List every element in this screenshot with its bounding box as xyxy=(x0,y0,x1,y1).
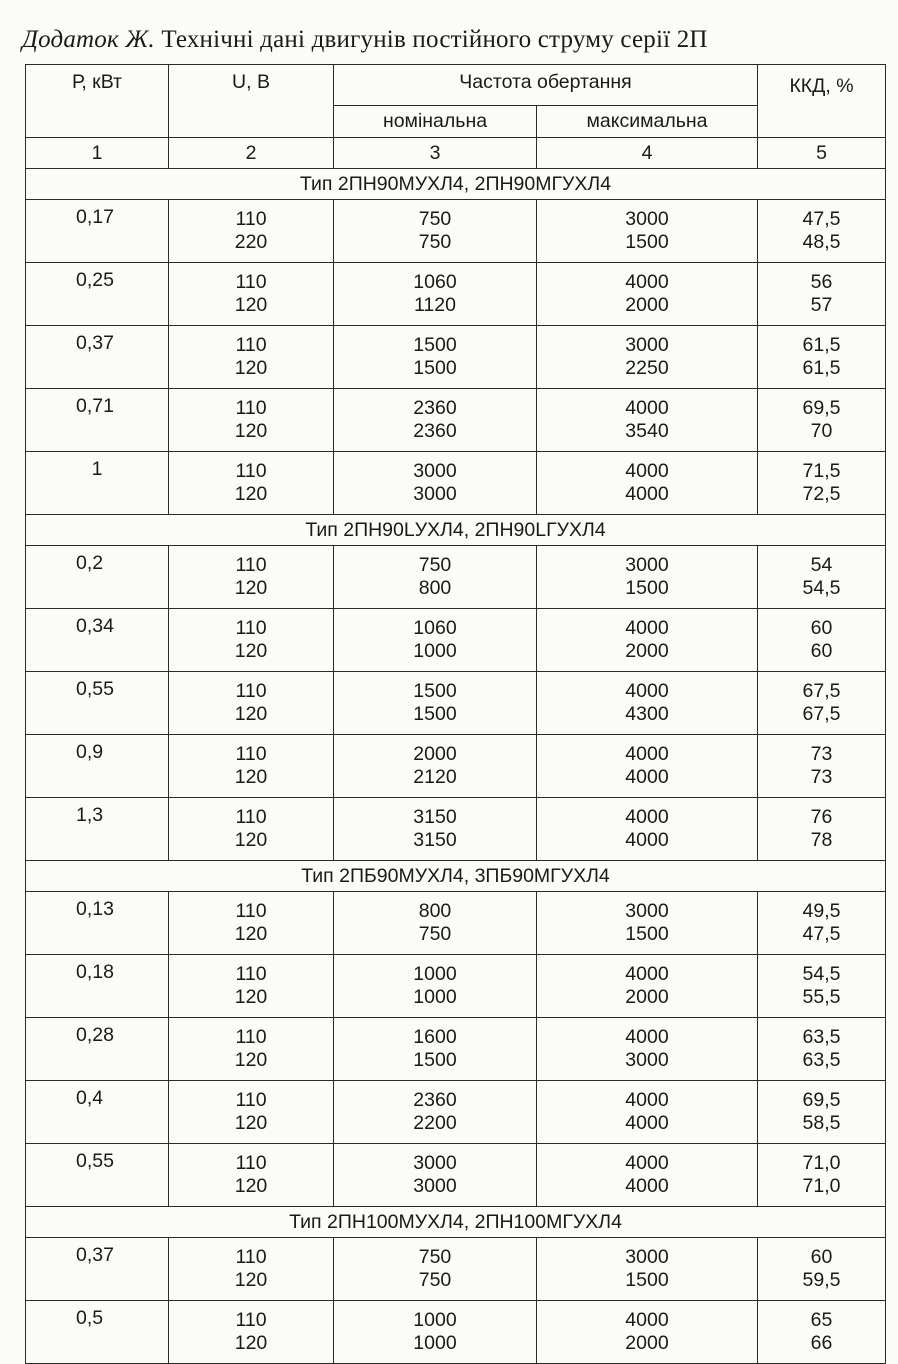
power-value: 0,5 xyxy=(76,1307,104,1329)
efficiency-cell xyxy=(758,672,886,735)
nom-value: 800 xyxy=(418,900,452,922)
column-number: 2 xyxy=(169,138,334,169)
eff-value: 71,0 xyxy=(802,1175,841,1197)
eff-value: 55,5 xyxy=(802,986,841,1008)
column-number: 4 xyxy=(537,138,758,169)
eff-value: 60 xyxy=(810,617,833,639)
nom-value: 1000 xyxy=(413,1309,457,1331)
max-value: 3000 xyxy=(625,208,669,230)
eff-value: 71,5 xyxy=(802,460,841,482)
section-header-row xyxy=(26,515,886,546)
max-speed-cell xyxy=(537,892,758,955)
nom-value: 800 xyxy=(418,577,452,599)
eff-value: 73 xyxy=(810,743,833,765)
power-cell xyxy=(26,546,169,609)
nom-value: 750 xyxy=(418,554,452,576)
table-row xyxy=(26,798,886,861)
power-cell xyxy=(26,892,169,955)
eff-value: 69,5 xyxy=(802,397,841,419)
max-speed-cell xyxy=(537,609,758,672)
max-speed-cell xyxy=(537,326,758,389)
table-row xyxy=(26,955,886,1018)
table-row xyxy=(26,452,886,515)
header-speed: Частота обертання xyxy=(334,65,758,106)
u-value: 120 xyxy=(234,357,268,379)
power-value: 0,34 xyxy=(76,615,114,637)
max-value: 3000 xyxy=(625,334,669,356)
power-value: 0,55 xyxy=(76,1150,114,1172)
voltage-cell xyxy=(169,200,334,263)
u-value: 110 xyxy=(235,1309,267,1331)
power-cell xyxy=(26,1018,169,1081)
u-value: 120 xyxy=(234,829,268,851)
max-value: 2000 xyxy=(625,1332,669,1354)
table-row xyxy=(26,263,886,326)
voltage-cell xyxy=(169,1238,334,1301)
table-row xyxy=(26,892,886,955)
u-value: 120 xyxy=(234,986,268,1008)
eff-value: 65 xyxy=(810,1309,833,1331)
eff-value: 47,5 xyxy=(802,923,841,945)
u-value: 110 xyxy=(235,1089,267,1111)
max-value: 1500 xyxy=(625,231,669,253)
max-speed-cell xyxy=(537,452,758,515)
eff-value: 58,5 xyxy=(802,1112,841,1134)
nominal-speed-cell xyxy=(334,389,537,452)
header-maximum: максимальна xyxy=(537,106,758,138)
nom-value: 3000 xyxy=(413,483,457,505)
u-value: 120 xyxy=(234,703,268,725)
section-title: Тип 2ПН100МУХЛ4, 2ПН100МГУХЛ4 xyxy=(26,1207,886,1238)
power-cell xyxy=(26,389,169,452)
eff-value: 48,5 xyxy=(802,231,841,253)
eff-value: 63,5 xyxy=(802,1026,841,1048)
section-title: Тип 2ПН90LУХЛ4, 2ПН90LГУХЛ4 xyxy=(26,515,886,546)
nominal-speed-cell xyxy=(334,609,537,672)
max-speed-cell xyxy=(537,546,758,609)
max-speed-cell xyxy=(537,955,758,1018)
power-value: 0,13 xyxy=(76,898,114,920)
nom-value: 3150 xyxy=(413,806,457,828)
nom-value: 750 xyxy=(418,1269,452,1291)
power-cell xyxy=(26,452,169,515)
voltage-cell xyxy=(169,389,334,452)
nom-value: 1600 xyxy=(413,1026,457,1048)
nom-value: 2360 xyxy=(413,397,457,419)
max-value: 2000 xyxy=(625,640,669,662)
voltage-cell xyxy=(169,263,334,326)
table-row xyxy=(26,546,886,609)
nominal-speed-cell xyxy=(334,672,537,735)
nom-value: 2200 xyxy=(413,1112,457,1134)
eff-value: 60 xyxy=(810,1246,833,1268)
section-header-row xyxy=(26,1207,886,1238)
eff-value: 59,5 xyxy=(802,1269,841,1291)
power-value: 0,17 xyxy=(76,206,114,228)
nom-value: 750 xyxy=(418,1246,452,1268)
header-nominal: номінальна xyxy=(334,106,537,138)
power-cell xyxy=(26,672,169,735)
max-value: 3000 xyxy=(625,554,669,576)
max-value: 4000 xyxy=(625,271,669,293)
eff-value: 66 xyxy=(810,1332,833,1354)
u-value: 120 xyxy=(234,483,268,505)
appendix-title: Технічні дані двигунів постійного струму серії 2П xyxy=(161,26,708,53)
table-row xyxy=(26,735,886,798)
table-row xyxy=(26,389,886,452)
u-value: 120 xyxy=(234,294,268,316)
u-value: 110 xyxy=(235,1026,267,1048)
u-value: 120 xyxy=(234,923,268,945)
power-value: 0,55 xyxy=(76,678,114,700)
nominal-speed-cell xyxy=(334,1018,537,1081)
nominal-speed-cell xyxy=(334,326,537,389)
power-cell xyxy=(26,263,169,326)
max-value: 4000 xyxy=(625,617,669,639)
u-value: 110 xyxy=(235,806,267,828)
power-value: 1 xyxy=(91,458,103,480)
eff-value: 72,5 xyxy=(802,483,841,505)
efficiency-cell xyxy=(758,798,886,861)
voltage-cell xyxy=(169,735,334,798)
power-value: 0,18 xyxy=(76,961,114,983)
power-value: 0,4 xyxy=(76,1087,104,1109)
u-value: 120 xyxy=(234,1175,268,1197)
voltage-cell xyxy=(169,1301,334,1364)
column-number: 3 xyxy=(334,138,537,169)
max-value: 3000 xyxy=(625,1049,669,1071)
max-value: 4000 xyxy=(625,1026,669,1048)
u-value: 120 xyxy=(234,1112,268,1134)
efficiency-cell xyxy=(758,892,886,955)
max-value: 1500 xyxy=(625,923,669,945)
eff-value: 49,5 xyxy=(802,900,841,922)
max-value: 2000 xyxy=(625,294,669,316)
table-row xyxy=(26,609,886,672)
max-speed-cell xyxy=(537,1238,758,1301)
efficiency-cell xyxy=(758,389,886,452)
efficiency-cell xyxy=(758,1301,886,1364)
u-value: 110 xyxy=(235,460,267,482)
nominal-speed-cell xyxy=(334,1238,537,1301)
nominal-speed-cell xyxy=(334,735,537,798)
power-value: 0,37 xyxy=(76,332,114,354)
nominal-speed-cell xyxy=(334,892,537,955)
efficiency-cell xyxy=(758,1081,886,1144)
nominal-speed-cell xyxy=(334,1301,537,1364)
power-cell xyxy=(26,1301,169,1364)
efficiency-cell xyxy=(758,609,886,672)
u-value: 110 xyxy=(235,617,267,639)
nom-value: 750 xyxy=(418,231,452,253)
eff-value: 69,5 xyxy=(802,1089,841,1111)
max-value: 3540 xyxy=(625,420,669,442)
max-speed-cell xyxy=(537,263,758,326)
nominal-speed-cell xyxy=(334,1081,537,1144)
max-value: 3000 xyxy=(625,900,669,922)
voltage-cell xyxy=(169,609,334,672)
column-number: 1 xyxy=(26,138,169,169)
power-cell xyxy=(26,955,169,1018)
u-value: 120 xyxy=(234,1049,268,1071)
max-value: 2250 xyxy=(625,357,669,379)
max-value: 4000 xyxy=(625,397,669,419)
power-cell xyxy=(26,1081,169,1144)
nominal-speed-cell xyxy=(334,798,537,861)
table-row xyxy=(26,200,886,263)
u-value: 110 xyxy=(235,900,267,922)
max-value: 4000 xyxy=(625,1309,669,1331)
header-voltage: U, В xyxy=(169,65,334,138)
nom-value: 1000 xyxy=(413,963,457,985)
eff-value: 73 xyxy=(810,766,833,788)
max-speed-cell xyxy=(537,200,758,263)
nom-value: 750 xyxy=(418,923,452,945)
u-value: 110 xyxy=(235,1152,267,1174)
eff-value: 67,5 xyxy=(802,680,841,702)
u-value: 110 xyxy=(235,271,267,293)
eff-value: 70 xyxy=(810,420,833,442)
power-cell xyxy=(26,200,169,263)
nom-value: 1500 xyxy=(413,357,457,379)
header-power: Р, кВт xyxy=(26,65,169,138)
nominal-speed-cell xyxy=(334,1144,537,1207)
efficiency-cell xyxy=(758,452,886,515)
power-cell xyxy=(26,1238,169,1301)
u-value: 120 xyxy=(234,420,268,442)
voltage-cell xyxy=(169,672,334,735)
nom-value: 1000 xyxy=(413,1332,457,1354)
nom-value: 3000 xyxy=(413,460,457,482)
table-row xyxy=(26,1081,886,1144)
efficiency-cell xyxy=(758,735,886,798)
voltage-cell xyxy=(169,326,334,389)
u-value: 120 xyxy=(234,1269,268,1291)
table-row xyxy=(26,1018,886,1081)
nom-value: 1500 xyxy=(413,703,457,725)
table-row xyxy=(26,672,886,735)
nom-value: 3150 xyxy=(413,829,457,851)
nom-value: 3000 xyxy=(413,1175,457,1197)
page-title xyxy=(22,26,892,54)
eff-value: 63,5 xyxy=(802,1049,841,1071)
max-value: 1500 xyxy=(625,1269,669,1291)
max-value: 2000 xyxy=(625,986,669,1008)
motor-data-table xyxy=(25,64,886,1364)
table-header xyxy=(26,65,886,169)
u-value: 110 xyxy=(235,963,267,985)
efficiency-cell xyxy=(758,955,886,1018)
max-speed-cell xyxy=(537,1144,758,1207)
u-value: 120 xyxy=(234,766,268,788)
eff-value: 54,5 xyxy=(802,577,841,599)
u-value: 110 xyxy=(235,208,267,230)
nom-value: 1500 xyxy=(413,680,457,702)
nom-value: 1000 xyxy=(413,640,457,662)
nominal-speed-cell xyxy=(334,452,537,515)
nom-value: 1500 xyxy=(413,1049,457,1071)
nom-value: 2360 xyxy=(413,1089,457,1111)
efficiency-cell xyxy=(758,1144,886,1207)
max-value: 4000 xyxy=(625,963,669,985)
power-value: 0,71 xyxy=(76,395,114,417)
max-speed-cell xyxy=(537,672,758,735)
section-title: Тип 2ПН90МУХЛ4, 2ПН90МГУХЛ4 xyxy=(26,169,886,200)
eff-value: 47,5 xyxy=(802,208,841,230)
eff-value: 57 xyxy=(810,294,833,316)
max-speed-cell xyxy=(537,1018,758,1081)
eff-value: 67,5 xyxy=(802,703,841,725)
column-number: 5 xyxy=(758,138,886,169)
nom-value: 1060 xyxy=(413,271,457,293)
max-value: 4000 xyxy=(625,1112,669,1134)
efficiency-cell xyxy=(758,546,886,609)
voltage-cell xyxy=(169,955,334,1018)
nominal-speed-cell xyxy=(334,263,537,326)
voltage-cell xyxy=(169,1018,334,1081)
eff-value: 60 xyxy=(810,640,833,662)
voltage-cell xyxy=(169,1081,334,1144)
nominal-speed-cell xyxy=(334,955,537,1018)
appendix-label: Додаток Ж. xyxy=(22,26,155,53)
power-cell xyxy=(26,326,169,389)
nominal-speed-cell xyxy=(334,546,537,609)
header-efficiency: ККД, % xyxy=(758,65,886,138)
u-value: 110 xyxy=(235,334,267,356)
nom-value: 3000 xyxy=(413,1152,457,1174)
max-value: 4000 xyxy=(625,460,669,482)
section-title: Тип 2ПБ90МУХЛ4, 3ПБ90МГУХЛ4 xyxy=(26,861,886,892)
nom-value: 2360 xyxy=(413,420,457,442)
max-speed-cell xyxy=(537,1301,758,1364)
nom-value: 1000 xyxy=(413,986,457,1008)
max-value: 1500 xyxy=(625,577,669,599)
max-value: 4000 xyxy=(625,483,669,505)
power-cell xyxy=(26,1144,169,1207)
eff-value: 54,5 xyxy=(802,963,841,985)
power-cell xyxy=(26,609,169,672)
power-value: 0,25 xyxy=(76,269,114,291)
eff-value: 56 xyxy=(810,271,833,293)
eff-value: 71,0 xyxy=(802,1152,841,1174)
u-value: 110 xyxy=(235,554,267,576)
efficiency-cell xyxy=(758,200,886,263)
voltage-cell xyxy=(169,452,334,515)
power-value: 0,2 xyxy=(76,552,104,574)
u-value: 110 xyxy=(235,680,267,702)
eff-value: 54 xyxy=(810,554,833,576)
u-value: 110 xyxy=(235,743,267,765)
max-value: 4000 xyxy=(625,743,669,765)
power-cell xyxy=(26,735,169,798)
eff-value: 78 xyxy=(810,829,833,851)
max-value: 4000 xyxy=(625,806,669,828)
max-value: 4000 xyxy=(625,766,669,788)
nom-value: 1060 xyxy=(413,617,457,639)
max-speed-cell xyxy=(537,1081,758,1144)
max-value: 4000 xyxy=(625,1175,669,1197)
nom-value: 2120 xyxy=(413,766,457,788)
max-value: 4000 xyxy=(625,1152,669,1174)
max-value: 4000 xyxy=(625,1089,669,1111)
efficiency-cell xyxy=(758,1238,886,1301)
max-speed-cell xyxy=(537,389,758,452)
max-speed-cell xyxy=(537,798,758,861)
table-row xyxy=(26,1301,886,1364)
power-value: 1,3 xyxy=(76,804,104,826)
efficiency-cell xyxy=(758,1018,886,1081)
nom-value: 1120 xyxy=(414,294,456,316)
power-value: 0,9 xyxy=(76,741,104,763)
voltage-cell xyxy=(169,546,334,609)
table-body xyxy=(26,169,886,1364)
max-value: 4300 xyxy=(625,703,669,725)
efficiency-cell xyxy=(758,326,886,389)
efficiency-cell xyxy=(758,263,886,326)
u-value: 120 xyxy=(234,577,268,599)
nom-value: 1500 xyxy=(413,334,457,356)
section-header-row xyxy=(26,861,886,892)
table-row xyxy=(26,1238,886,1301)
nominal-speed-cell xyxy=(334,200,537,263)
table-row xyxy=(26,1144,886,1207)
nom-value: 2000 xyxy=(413,743,457,765)
u-value: 120 xyxy=(234,1332,268,1354)
eff-value: 61,5 xyxy=(802,334,841,356)
power-value: 0,37 xyxy=(76,1244,114,1266)
eff-value: 61,5 xyxy=(802,357,841,379)
eff-value: 76 xyxy=(810,806,833,828)
voltage-cell xyxy=(169,892,334,955)
nom-value: 750 xyxy=(418,208,452,230)
table-row xyxy=(26,326,886,389)
max-value: 4000 xyxy=(625,829,669,851)
u-value: 120 xyxy=(234,640,268,662)
max-value: 3000 xyxy=(625,1246,669,1268)
max-value: 4000 xyxy=(625,680,669,702)
u-value: 110 xyxy=(235,397,267,419)
power-value: 0,28 xyxy=(76,1024,114,1046)
u-value: 220 xyxy=(234,231,268,253)
voltage-cell xyxy=(169,1144,334,1207)
u-value: 110 xyxy=(235,1246,267,1268)
max-speed-cell xyxy=(537,735,758,798)
section-header-row xyxy=(26,169,886,200)
voltage-cell xyxy=(169,798,334,861)
power-cell xyxy=(26,798,169,861)
